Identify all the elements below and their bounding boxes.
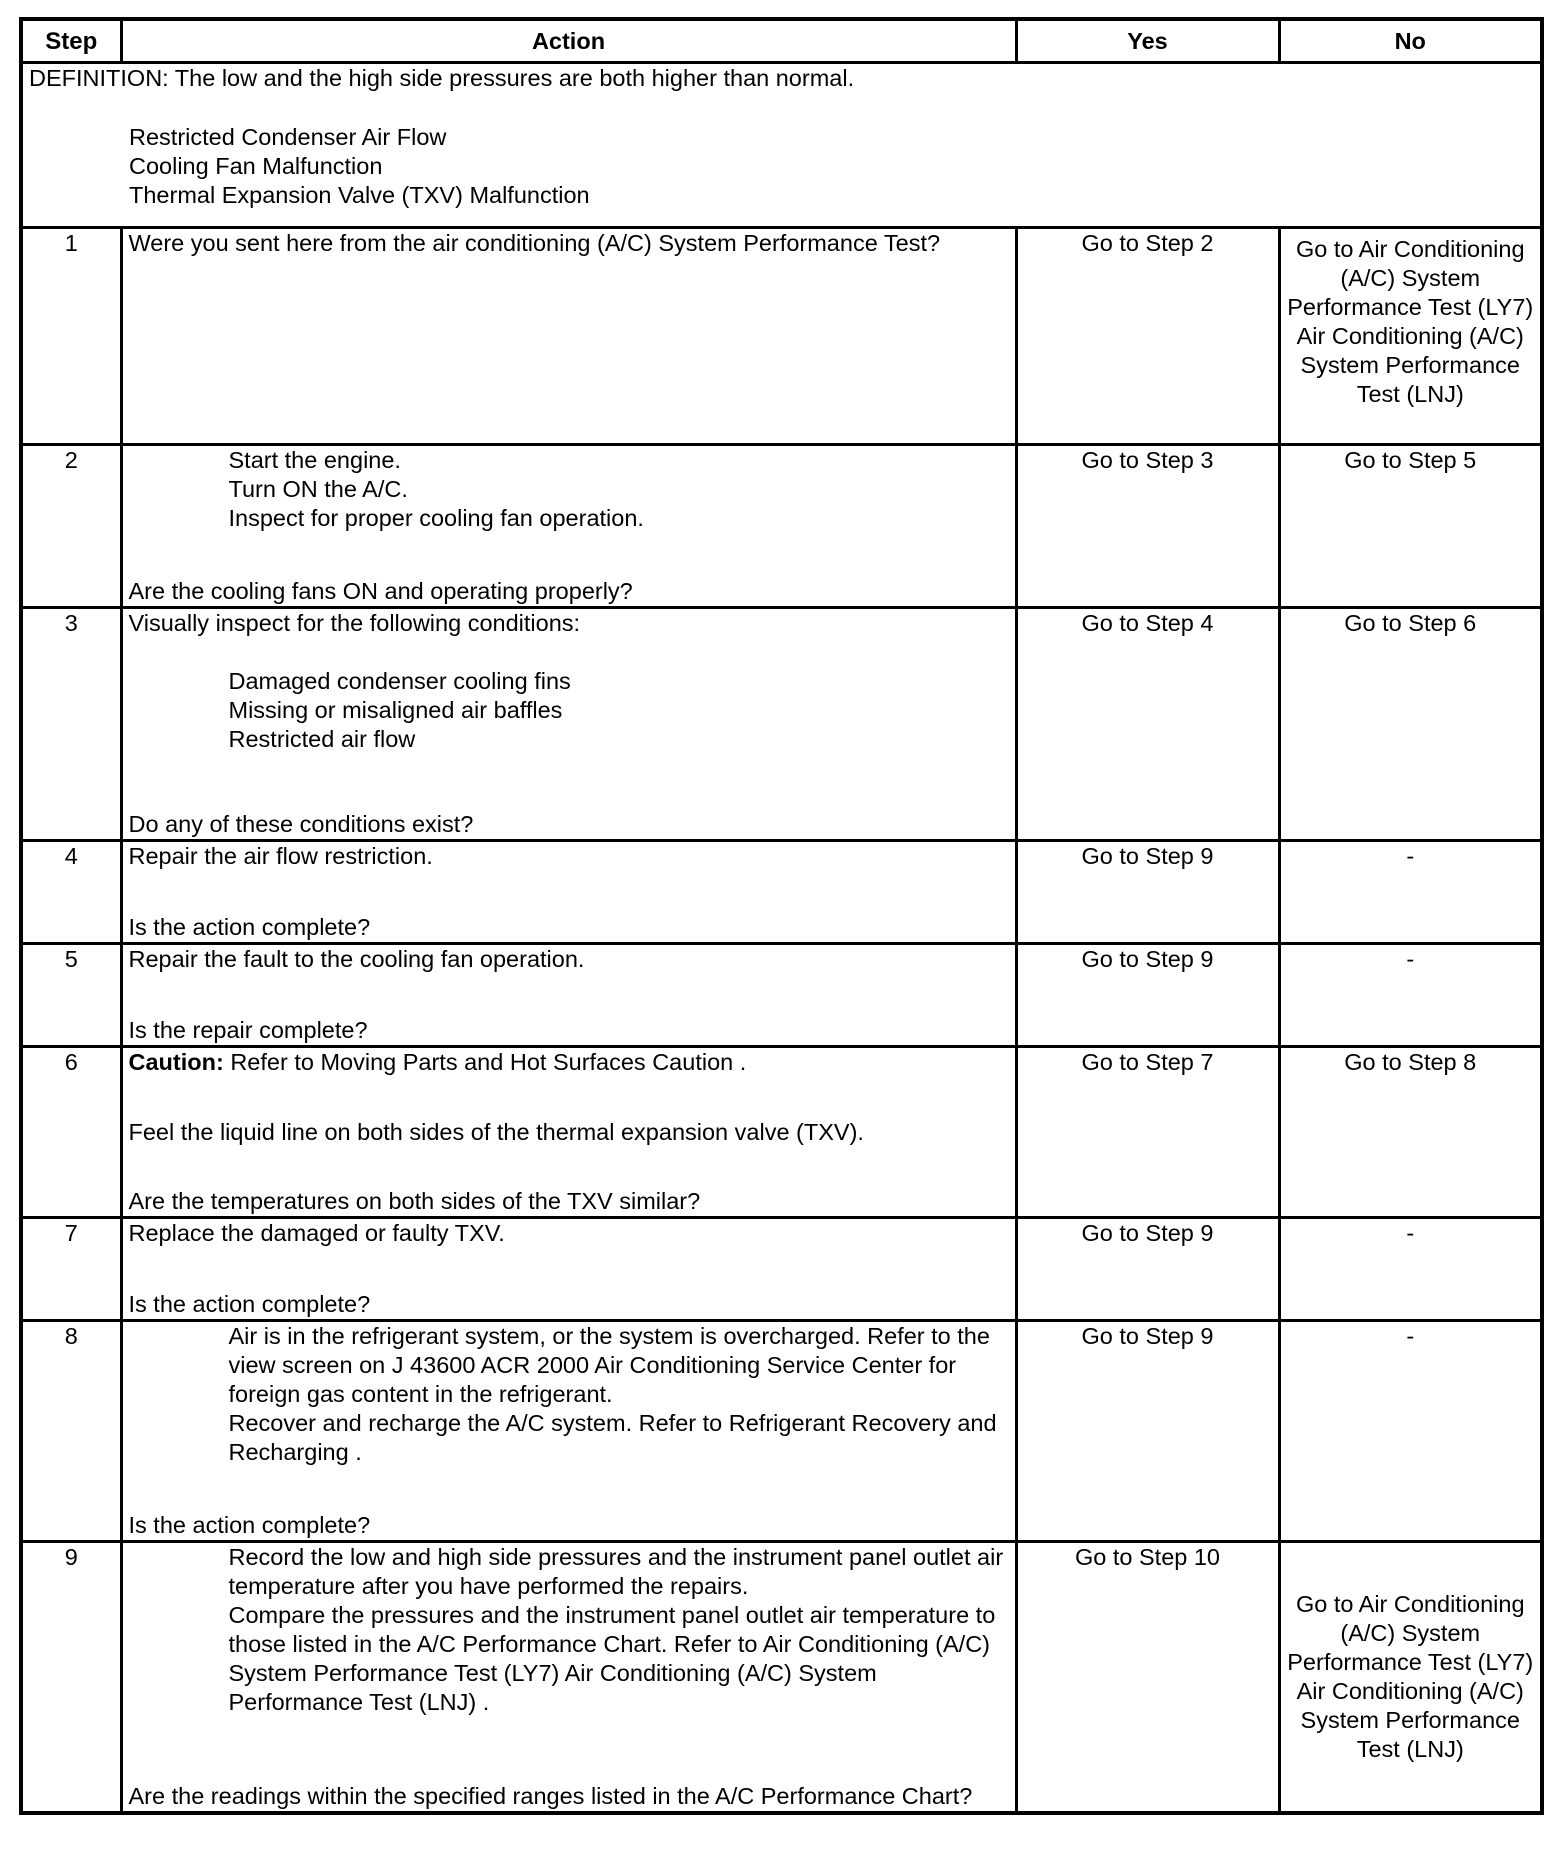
step-action	[121, 1047, 1016, 1218]
step-no-link[interactable]: Go to Step 8	[1279, 1047, 1542, 1218]
step-question: Is the repair complete?	[128, 1017, 368, 1043]
step-instruction: Feel the liquid line on both sides of the thermal expansion valve (TXV).	[128, 1118, 864, 1145]
header-yes: Yes	[1016, 19, 1279, 63]
caution-note	[129, 1048, 1009, 1077]
step-yes-link[interactable]: Go to Step 7	[1016, 1047, 1279, 1218]
diagnostic-table	[19, 17, 1544, 1815]
step-question: Were you sent here from the air conditioning (A/C) System Performance Test?	[128, 230, 941, 256]
step-row	[21, 228, 1542, 445]
step-instruction: Missing or misaligned air baffles	[228, 697, 563, 723]
definition-text: DEFINITION: The low and the high side pressures are both higher than normal.	[29, 65, 855, 91]
definition-cell	[21, 63, 1542, 228]
step-yes-link[interactable]: Go to Step 9	[1016, 1321, 1279, 1542]
definition-list	[29, 123, 1534, 210]
step-question: Are the readings within the specified ranges listed in the A/C Performance Chart?	[128, 1783, 973, 1809]
step-number: 8	[21, 1321, 121, 1542]
step-question: Is the action complete?	[128, 1291, 371, 1317]
step-yes-link[interactable]: Go to Step 10	[1016, 1542, 1279, 1814]
caution-link[interactable]: Refer to Moving Parts and Hot Surfaces Caution .	[223, 1049, 747, 1075]
step-yes-link[interactable]: Go to Step 2	[1016, 228, 1279, 445]
step-question: Are the cooling fans ON and operating properly?	[128, 578, 633, 604]
step-row	[21, 1542, 1542, 1814]
definition-row	[21, 63, 1542, 228]
step-number: 7	[21, 1218, 121, 1321]
step-action	[121, 1321, 1016, 1542]
step-yes-link[interactable]: Go to Step 3	[1016, 445, 1279, 608]
step-action	[121, 228, 1016, 445]
step-intro: Repair the air flow restriction.	[128, 843, 433, 869]
step-yes-link[interactable]: Go to Step 4	[1016, 608, 1279, 841]
step-no-link[interactable]: Go to Step 5	[1279, 445, 1542, 608]
step-yes-link[interactable]: Go to Step 9	[1016, 944, 1279, 1047]
step-row	[21, 1218, 1542, 1321]
step-intro: Replace the damaged or faulty TXV.	[128, 1220, 505, 1246]
header-row	[21, 19, 1542, 63]
step-action	[121, 608, 1016, 841]
step-instruction: Air is in the refrigerant system, or the system is overcharged. Refer to the view screen on J 43600 ACR 2000 Air Conditioning Service Center for foreign gas content in the refrigerant.	[228, 1323, 990, 1407]
step-no-value: -	[1279, 841, 1542, 944]
step-instruction: Damaged condenser cooling fins	[228, 668, 571, 694]
step-action	[121, 1218, 1016, 1321]
step-number: 1	[21, 228, 121, 445]
step-no-value: -	[1279, 1218, 1542, 1321]
step-instruction: Turn ON the A/C.	[228, 476, 408, 502]
step-no-value: -	[1279, 944, 1542, 1047]
step-intro: Repair the fault to the cooling fan operation.	[128, 946, 585, 972]
step-no-link[interactable]: Go to Air Conditioning (A/C) System Performance Test (LY7) Air Conditioning (A/C) System Performance Test (LNJ)	[1279, 1542, 1542, 1814]
step-row	[21, 1321, 1542, 1542]
step-yes-link[interactable]: Go to Step 9	[1016, 1218, 1279, 1321]
step-no-link[interactable]: Go to Step 6	[1279, 608, 1542, 841]
step-intro: Visually inspect for the following conditions:	[128, 610, 581, 636]
step-action	[121, 445, 1016, 608]
header-step: Step	[21, 19, 121, 63]
step-question: Is the action complete?	[128, 914, 371, 940]
step-action	[121, 1542, 1016, 1814]
step-instruction: Inspect for proper cooling fan operation.	[228, 505, 644, 531]
step-instruction: Compare the pressures and the instrument panel outlet air temperature to those listed in the A/C Performance Chart. Refer to Air Conditioning (A/C) System Performance Test (LY7) Air Conditioning (A/C) System Performance Test (LNJ) .	[228, 1602, 996, 1715]
step-row	[21, 944, 1542, 1047]
header-no: No	[1279, 19, 1542, 63]
step-question: Are the temperatures on both sides of the TXV similar?	[128, 1188, 701, 1214]
step-number: 6	[21, 1047, 121, 1218]
step-row	[21, 1047, 1542, 1218]
step-action	[121, 944, 1016, 1047]
definition-item: Restricted Condenser Air Flow	[129, 124, 447, 150]
step-no-value: -	[1279, 1321, 1542, 1542]
step-row	[21, 841, 1542, 944]
step-number: 5	[21, 944, 121, 1047]
step-row	[21, 445, 1542, 608]
step-yes-link[interactable]: Go to Step 9	[1016, 841, 1279, 944]
step-instruction: Start the engine.	[228, 447, 401, 473]
step-question: Do any of these conditions exist?	[128, 811, 474, 837]
step-number: 9	[21, 1542, 121, 1814]
header-action: Action	[121, 19, 1016, 63]
step-row	[21, 608, 1542, 841]
definition-item: Cooling Fan Malfunction	[129, 153, 383, 179]
definition-item: Thermal Expansion Valve (TXV) Malfunction	[129, 182, 590, 208]
step-no-link[interactable]: Go to Air Conditioning (A/C) System Performance Test (LY7) Air Conditioning (A/C) System Performance Test (LNJ)	[1279, 228, 1542, 445]
step-question: Is the action complete?	[128, 1512, 371, 1538]
step-number: 4	[21, 841, 121, 944]
step-number: 3	[21, 608, 121, 841]
step-instruction: Restricted air flow	[228, 726, 416, 752]
step-instruction: Recover and recharge the A/C system. Refer to Refrigerant Recovery and Recharging .	[228, 1410, 997, 1465]
step-number: 2	[21, 445, 121, 608]
step-action	[121, 841, 1016, 944]
step-instruction: Record the low and high side pressures and the instrument panel outlet air temperature after you have performed the repairs.	[228, 1544, 1004, 1599]
caution-label: Caution:	[128, 1049, 224, 1075]
